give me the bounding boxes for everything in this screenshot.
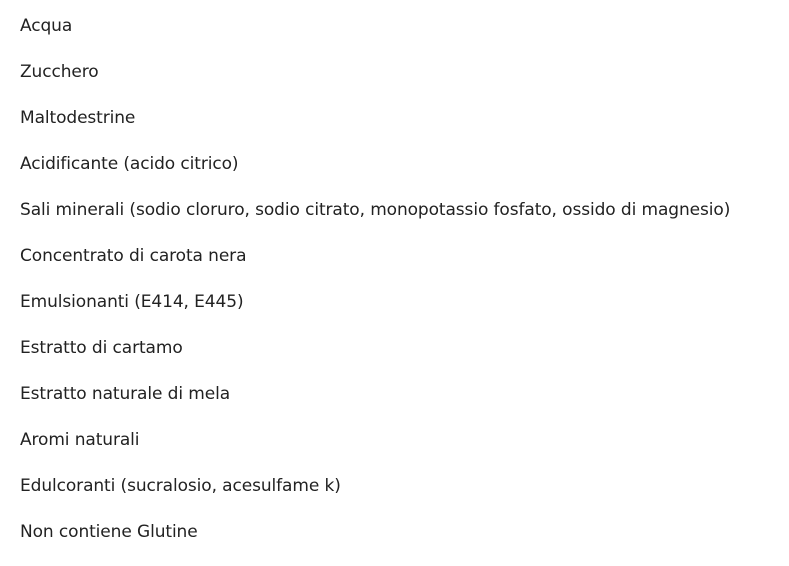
- ingredient-item: Acidificante (acido citrico): [20, 154, 239, 174]
- ingredient-item: Maltodestrine: [20, 108, 136, 128]
- ingredient-item: Concentrato di carota nera: [20, 246, 247, 266]
- ingredient-item: Sali minerali (sodio cloruro, sodio citrato, monopotassio fosfato, ossido di magnesio): [20, 200, 731, 220]
- ingredient-item: Zucchero: [20, 62, 99, 82]
- ingredient-item: Estratto naturale di mela: [20, 384, 231, 404]
- ingredient-item: Edulcoranti (sucralosio, acesulfame k): [20, 476, 341, 496]
- ingredient-item: Acqua: [20, 16, 73, 36]
- ingredient-item: Emulsionanti (E414, E445): [20, 292, 244, 312]
- ingredient-item: Aromi naturali: [20, 430, 140, 450]
- ingredient-item: Estratto di cartamo: [20, 338, 183, 358]
- gluten-free-note: Non contiene Glutine: [20, 522, 198, 542]
- ingredients-list: [20, 14, 730, 566]
